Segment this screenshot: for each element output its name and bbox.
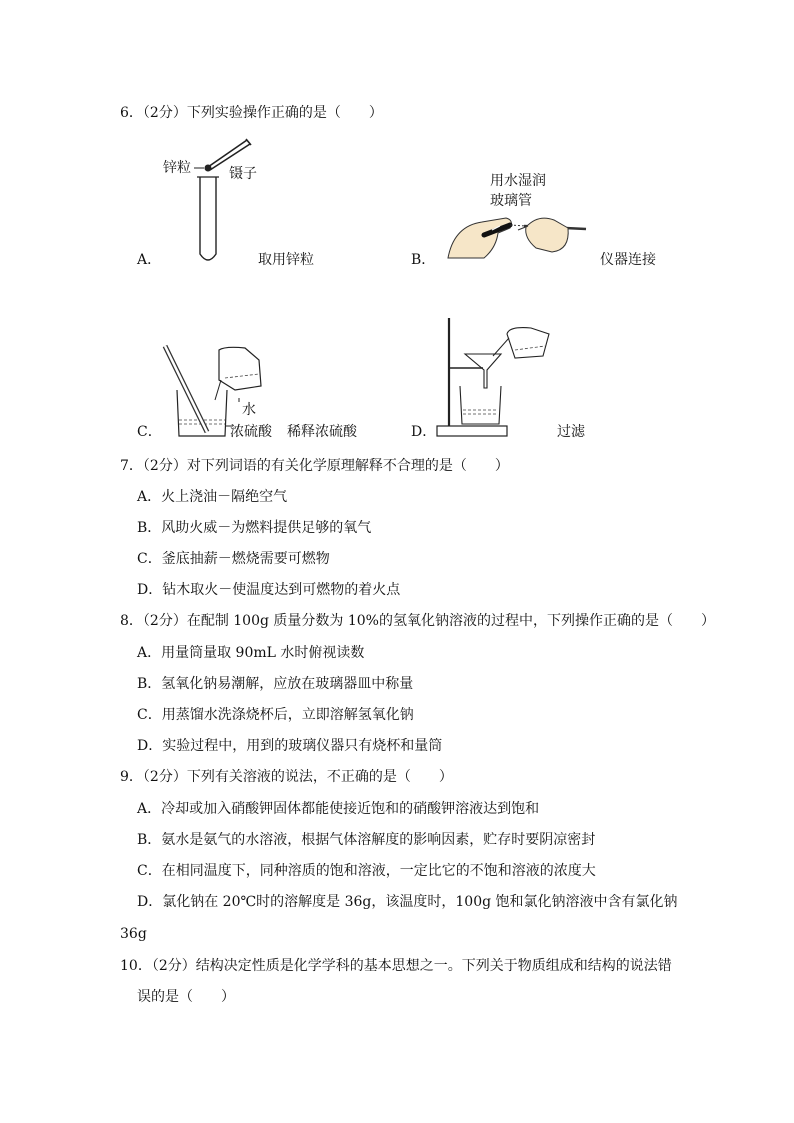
- glass-tube-label: 玻璃管: [490, 193, 532, 209]
- q6-option-a-letter: A．: [137, 252, 162, 268]
- q9-option-d-continuation: 36g: [120, 926, 147, 942]
- q7-option-a: A．火上浇油－隔绝空气: [137, 489, 288, 505]
- test-tube-tweezers-illustration: [150, 132, 270, 272]
- q6-option-d-caption: 过滤: [557, 424, 585, 440]
- q9-option-c: C．在相同温度下，同种溶质的饱和溶液，一定比它的不饱和溶液的浓度大: [137, 863, 596, 879]
- q9-stem: 9．（2分）下列有关溶液的说法，不正确的是（ ）: [120, 769, 453, 785]
- filtration-illustration: [435, 316, 560, 440]
- q9-option-d: D．氯化钠在 20℃时的溶解度是 36g，该温度时，100g 饱和氯化钠溶液中含有氯化钠: [137, 894, 678, 910]
- q6-figure-d: [435, 316, 560, 440]
- q10-stem-line2: 误的是（ ）: [137, 989, 235, 1005]
- q8-option-d: D．实验过程中，用到的玻璃仪器只有烧杯和量筒: [137, 738, 443, 754]
- q6-option-b-letter: B．: [411, 252, 436, 268]
- q9-option-a: A．冷却或加入硝酸钾固体都能使接近饱和的硝酸钾溶液达到饱和: [137, 801, 540, 817]
- q6-stem: 6．（2分）下列实验操作正确的是（ ）: [120, 105, 383, 121]
- hands-connect-tube-illustration: [440, 200, 600, 270]
- wet-with-water-label: 用水湿润: [490, 173, 546, 189]
- q7-option-c: C．釜底抽薪－燃烧需要可燃物: [137, 551, 330, 567]
- q7-option-b: B．风助火威－为燃料提供足够的氧气: [137, 520, 372, 536]
- q6-option-d-letter: D．: [411, 424, 437, 440]
- tweezers-label: 镊子: [229, 166, 257, 182]
- q6-figure-a: [150, 132, 270, 272]
- q6-figure-b: [440, 200, 600, 270]
- water-label: 水: [242, 402, 256, 418]
- q6-option-b-caption: 仪器连接: [600, 252, 656, 268]
- zinc-label: 锌粒: [163, 160, 191, 176]
- q8-option-b: B．氢氧化钠易潮解，应放在玻璃器皿中称量: [137, 676, 414, 692]
- q8-option-c: C．用蒸馏水洗涤烧杯后，立即溶解氢氧化钠: [137, 707, 414, 723]
- q8-stem: 8．（2分）在配制 100g 质量分数为 10%的氢氧化钠溶液的过程中，下列操作正确的是（ ）: [120, 613, 715, 629]
- q6-option-a-caption: 取用锌粒: [258, 252, 314, 268]
- q7-option-d: D．钻木取火－使温度达到可燃物的着火点: [137, 582, 401, 598]
- q6-option-c-letter: C．: [137, 424, 162, 440]
- q7-stem: 7．（2分）对下列词语的有关化学原理解释不合理的是（ ）: [120, 458, 509, 474]
- conc-acid-label: 浓硫酸: [230, 424, 272, 440]
- q6-option-c-caption: 稀释浓硫酸: [287, 424, 357, 440]
- q8-option-a: A．用量筒量取 90mL 水时俯视读数: [137, 645, 365, 661]
- q9-option-b: B．氨水是氨气的水溶液，根据气体溶解度的影响因素，贮存时要阴凉密封: [137, 832, 596, 848]
- q10-stem-line1: 10．（2分）结构决定性质是化学学科的基本思想之一。下列关于物质组成和结构的说法错: [120, 958, 672, 974]
